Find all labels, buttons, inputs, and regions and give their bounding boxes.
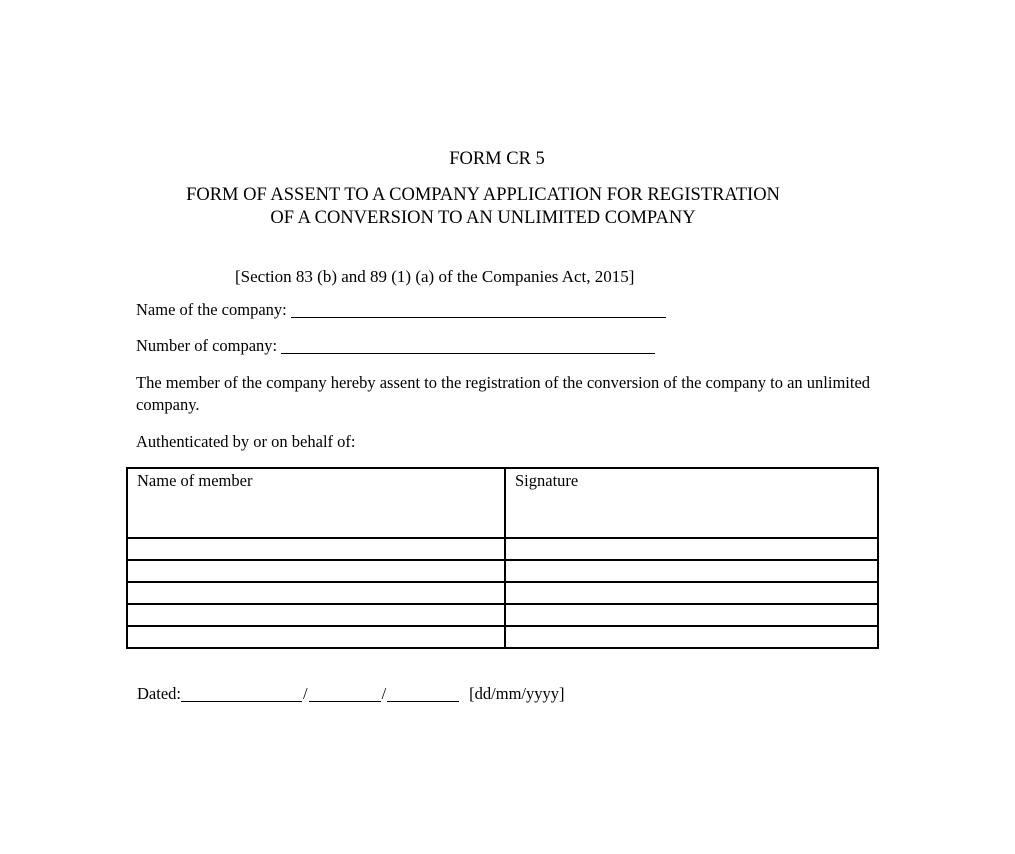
member-signature-cell[interactable]	[505, 626, 878, 648]
member-signature-cell[interactable]	[505, 604, 878, 626]
dated-slash-1: /	[302, 684, 308, 703]
section-reference: [Section 83 (b) and 89 (1) (a) of the Companies Act, 2015]	[235, 267, 635, 286]
members-table-header-row	[127, 468, 878, 538]
member-name-cell[interactable]	[127, 626, 505, 648]
member-row	[127, 582, 878, 604]
date-format-hint: [dd/mm/yyyy]	[469, 684, 565, 703]
member-signature-cell[interactable]	[505, 560, 878, 582]
member-row	[127, 560, 878, 582]
member-row	[127, 604, 878, 626]
member-name-cell[interactable]	[127, 538, 505, 560]
company-number-input-line[interactable]	[281, 353, 655, 354]
members-table-header-signature: Signature	[505, 468, 878, 538]
form-title-line1: FORM OF ASSENT TO A COMPANY APPLICATION FOR REGISTRATION	[186, 185, 780, 205]
form-title	[0, 184, 966, 230]
form-number: FORM CR 5	[449, 149, 545, 169]
member-rows	[127, 538, 878, 648]
member-name-cell[interactable]	[127, 560, 505, 582]
dated-slash-2: /	[381, 684, 387, 703]
dated-label: Dated:	[137, 684, 181, 703]
form-title-line2: OF A CONVERSION TO AN UNLIMITED COMPANY	[270, 208, 696, 228]
company-name-field	[136, 300, 666, 320]
company-number-label: Number of company:	[136, 336, 278, 355]
declaration-paragraph: The member of the company hereby assent to the registration of the conversion of the company to an unlimited company.	[136, 373, 871, 414]
company-number-field	[136, 336, 655, 356]
member-signature-cell[interactable]	[505, 582, 878, 604]
dated-day-line[interactable]	[181, 701, 302, 702]
members-table	[126, 467, 879, 649]
member-signature-cell[interactable]	[505, 538, 878, 560]
company-name-input-line[interactable]	[291, 317, 666, 318]
member-name-cell[interactable]	[127, 582, 505, 604]
authentication-heading: Authenticated by or on behalf of:	[136, 432, 356, 451]
member-row	[127, 538, 878, 560]
dated-row	[137, 684, 565, 704]
dated-year-line[interactable]	[387, 701, 459, 702]
member-name-cell[interactable]	[127, 604, 505, 626]
members-table-header-name: Name of member	[127, 468, 505, 538]
dated-month-line[interactable]	[309, 701, 381, 702]
member-row	[127, 626, 878, 648]
company-name-label: Name of the company:	[136, 300, 287, 319]
